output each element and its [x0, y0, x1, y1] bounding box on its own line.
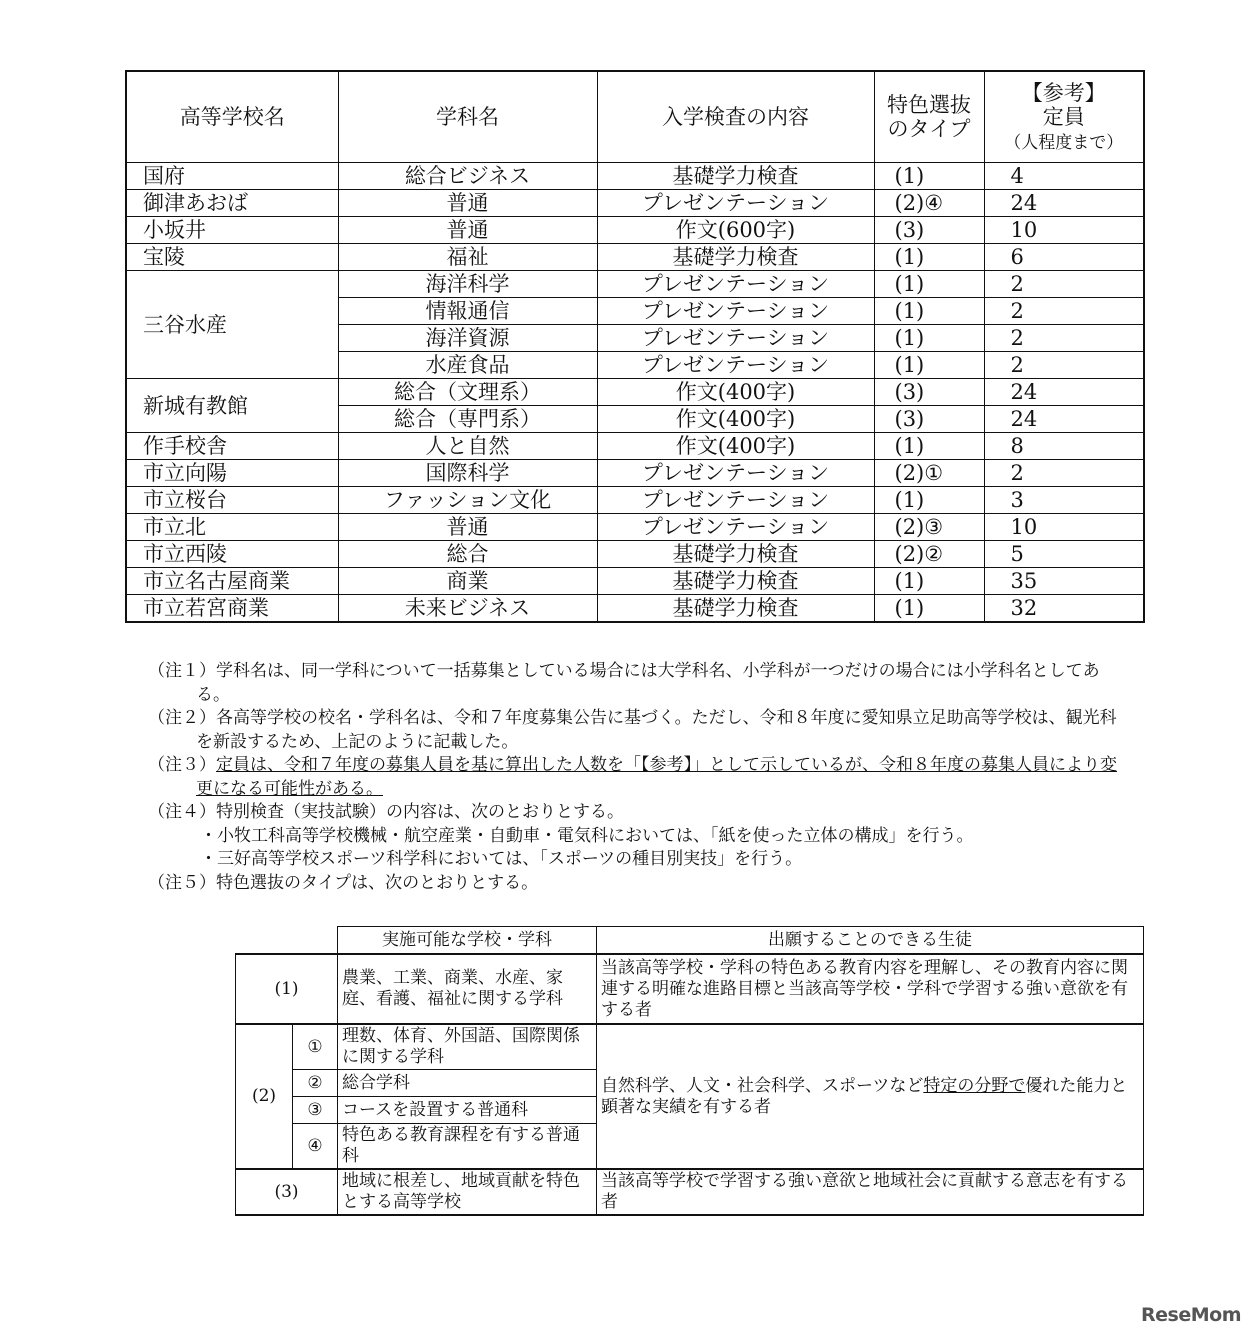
selection-type: (1)	[874, 325, 984, 352]
type-1-row	[236, 954, 1144, 1024]
header-row	[126, 71, 1144, 163]
capacity: 6	[984, 244, 1144, 271]
note-3-prefix: （注３）	[148, 755, 216, 775]
exam-content: プレゼンテーション	[597, 460, 874, 487]
department: 海洋資源	[338, 325, 597, 352]
department: 未来ビジネス	[338, 595, 597, 623]
type-2-sub-schools: コースを設置する普通科	[338, 1097, 597, 1124]
capacity: 24	[984, 406, 1144, 433]
type-3-students: 当該高等学校で学習する強い意欲と地域社会に貢献する意志を有する者	[597, 1169, 1144, 1215]
note-3	[148, 754, 1128, 801]
table-row	[126, 460, 1144, 487]
school-name: 作手校舎	[126, 433, 338, 460]
exam-content: 作文(400字)	[597, 406, 874, 433]
department: 商業	[338, 568, 597, 595]
selection-type: (1)	[874, 244, 984, 271]
school-name: 市立北	[126, 514, 338, 541]
selection-type: (2)②	[874, 541, 984, 568]
note-4-bullet-2: ・三好高等学校スポーツ科学科においては、「スポーツの種目別実技」を行う。	[200, 849, 803, 869]
school-name: 三谷水産	[126, 271, 338, 379]
table-body	[126, 163, 1144, 623]
table-row	[126, 541, 1144, 568]
header-eligible-schools: 実施可能な学校・学科	[338, 927, 597, 955]
notes	[148, 660, 1128, 895]
table-row	[126, 379, 1144, 406]
table-row	[126, 190, 1144, 217]
selection-type: (3)	[874, 406, 984, 433]
capacity: 2	[984, 271, 1144, 298]
type-2-sub-schools: 特色ある教育課程を有する普通科	[338, 1124, 597, 1170]
note-3-text: 定員は、令和７年度の募集人員を基に算出した人数を「【参考】」として示しているが、令和８年度の募集人員により変更になる可能性がある。	[196, 755, 1117, 799]
table-row	[126, 163, 1144, 190]
resemom-watermark: ReseMom	[1141, 1304, 1241, 1326]
capacity: 10	[984, 514, 1144, 541]
school-name: 市立名古屋商業	[126, 568, 338, 595]
selection-type: (1)	[874, 433, 984, 460]
type-3-row	[236, 1169, 1144, 1215]
selection-type: (1)	[874, 595, 984, 623]
department: 普通	[338, 190, 597, 217]
exam-content: プレゼンテーション	[597, 325, 874, 352]
table-row	[126, 514, 1144, 541]
exam-content: 作文(400字)	[597, 433, 874, 460]
department: 水産食品	[338, 352, 597, 379]
type-2-label: (2)	[236, 1024, 293, 1169]
department: 総合	[338, 541, 597, 568]
selection-type: (3)	[874, 379, 984, 406]
table-row	[126, 433, 1144, 460]
selection-types-table	[235, 926, 1144, 1216]
school-name: 市立向陽	[126, 460, 338, 487]
exam-content: プレゼンテーション	[597, 271, 874, 298]
type-2-sub-mark: ①	[293, 1024, 338, 1070]
table-row	[126, 487, 1144, 514]
capacity: 3	[984, 487, 1144, 514]
header-capacity	[984, 71, 1144, 163]
school-name: 新城有教館	[126, 379, 338, 433]
type-2-students	[597, 1024, 1144, 1169]
department: 総合（専門系）	[338, 406, 597, 433]
header-capacity-line1: 【参考】	[1021, 80, 1106, 105]
capacity: 2	[984, 298, 1144, 325]
exam-content: 基礎学力検査	[597, 595, 874, 623]
blank-cell	[236, 927, 338, 955]
type-2-sub-schools: 理数、体育、外国語、国際関係に関する学科	[338, 1024, 597, 1070]
table-row	[126, 568, 1144, 595]
header-capacity-line2: 定員	[1042, 104, 1085, 129]
note-2: （注２）各高等学校の校名・学科名は、令和７年度募集公告に基づく。ただし、令和８年度に愛知県立足助高等学校は、観光科を新設するため、上記のように記載した。	[148, 708, 1117, 752]
table-row	[126, 217, 1144, 244]
header-exam: 入学検査の内容	[597, 71, 874, 163]
selection-type: (1)	[874, 163, 984, 190]
header-capacity-line3: （人程度まで）	[1004, 132, 1124, 153]
capacity: 10	[984, 217, 1144, 244]
exam-content: 基礎学力検査	[597, 163, 874, 190]
header-school: 高等学校名	[126, 71, 338, 163]
type-2-sub-mark: ④	[293, 1124, 338, 1170]
exam-content: プレゼンテーション	[597, 487, 874, 514]
type-2-sub-schools: 総合学科	[338, 1070, 597, 1097]
type-3-schools: 地域に根差し、地域貢献を特色とする高等学校	[338, 1169, 597, 1215]
table-row	[126, 595, 1144, 623]
header-type-line1: 特色選抜	[887, 92, 971, 117]
department: 総合ビジネス	[338, 163, 597, 190]
capacity: 5	[984, 541, 1144, 568]
table-row	[126, 271, 1144, 298]
exam-content: 基礎学力検査	[597, 541, 874, 568]
department: 普通	[338, 217, 597, 244]
school-name: 御津あおば	[126, 190, 338, 217]
department: 福祉	[338, 244, 597, 271]
type-1-label: (1)	[236, 954, 338, 1024]
department: 人と自然	[338, 433, 597, 460]
type-2-sub-mark: ③	[293, 1097, 338, 1124]
type-1-students: 当該高等学校・学科の特色ある教育内容を理解し、その教育内容に関連する明確な進路目標と当該高等学校・学科で学習する強い意欲を有する者	[597, 954, 1144, 1024]
exam-content: プレゼンテーション	[597, 190, 874, 217]
types-header-row	[236, 927, 1144, 955]
department: 普通	[338, 514, 597, 541]
selection-type: (2)①	[874, 460, 984, 487]
school-name: 市立桜台	[126, 487, 338, 514]
header-department: 学科名	[338, 71, 597, 163]
type-2-students-b: 優れた能力と顕著な実績を有する者	[601, 1075, 1128, 1117]
selection-type: (2)③	[874, 514, 984, 541]
type-2-students-a: 自然科学、人文・社会科学、スポーツなど	[601, 1075, 924, 1096]
exam-content: プレゼンテーション	[597, 352, 874, 379]
department: 国際科学	[338, 460, 597, 487]
table-row	[126, 244, 1144, 271]
department: 海洋科学	[338, 271, 597, 298]
capacity: 24	[984, 379, 1144, 406]
exam-content: プレゼンテーション	[597, 298, 874, 325]
header-type-line2: のタイプ	[887, 117, 971, 141]
selection-type: (1)	[874, 298, 984, 325]
note-4-bullet-1: ・小牧工科高等学校機械・航空産業・自動車・電気科においては、「紙を使った立体の構成」を行う。	[200, 825, 974, 846]
selection-type: (3)	[874, 217, 984, 244]
type-1-schools: 農業、工業、商業、水産、家庭、看護、福祉に関する学科	[338, 954, 597, 1024]
exam-content: 作文(600字)	[597, 217, 874, 244]
type-2-row-1	[236, 1024, 1144, 1070]
type-2-students-underlined: 特定の分野で	[923, 1075, 1026, 1096]
capacity: 8	[984, 433, 1144, 460]
capacity: 2	[984, 352, 1144, 379]
school-name: 市立西陵	[126, 541, 338, 568]
department: 総合（文理系）	[338, 379, 597, 406]
capacity: 32	[984, 595, 1144, 623]
capacity: 2	[984, 460, 1144, 487]
exam-content: 基礎学力検査	[597, 244, 874, 271]
selection-type: (1)	[874, 271, 984, 298]
header-eligible-students: 出願することのできる生徒	[597, 927, 1144, 955]
note-1: （注１）学科名は、同一学科について一括募集としている場合には大学科名、小学科が一つだけの場合には小学科名としてある。	[148, 661, 1100, 705]
department: ファッション文化	[338, 487, 597, 514]
type-2-sub-mark: ②	[293, 1070, 338, 1097]
admissions-table	[125, 70, 1145, 623]
capacity: 35	[984, 568, 1144, 595]
capacity: 24	[984, 190, 1144, 217]
school-name: 市立若宮商業	[126, 595, 338, 623]
school-name: 宝陵	[126, 244, 338, 271]
selection-type: (2)④	[874, 190, 984, 217]
note-4: （注４）特別検査（実技試験）の内容は、次のとおりとする。	[148, 802, 624, 822]
header-type	[874, 71, 984, 163]
capacity: 4	[984, 163, 1144, 190]
selection-type: (1)	[874, 352, 984, 379]
selection-type: (1)	[874, 487, 984, 514]
type-3-label: (3)	[236, 1169, 338, 1215]
selection-type: (1)	[874, 568, 984, 595]
school-name: 国府	[126, 163, 338, 190]
note-5: （注５）特色選抜のタイプは、次のとおりとする。	[148, 872, 539, 893]
exam-content: 作文(400字)	[597, 379, 874, 406]
exam-content: 基礎学力検査	[597, 568, 874, 595]
school-name: 小坂井	[126, 217, 338, 244]
department: 情報通信	[338, 298, 597, 325]
exam-content: プレゼンテーション	[597, 514, 874, 541]
capacity: 2	[984, 325, 1144, 352]
